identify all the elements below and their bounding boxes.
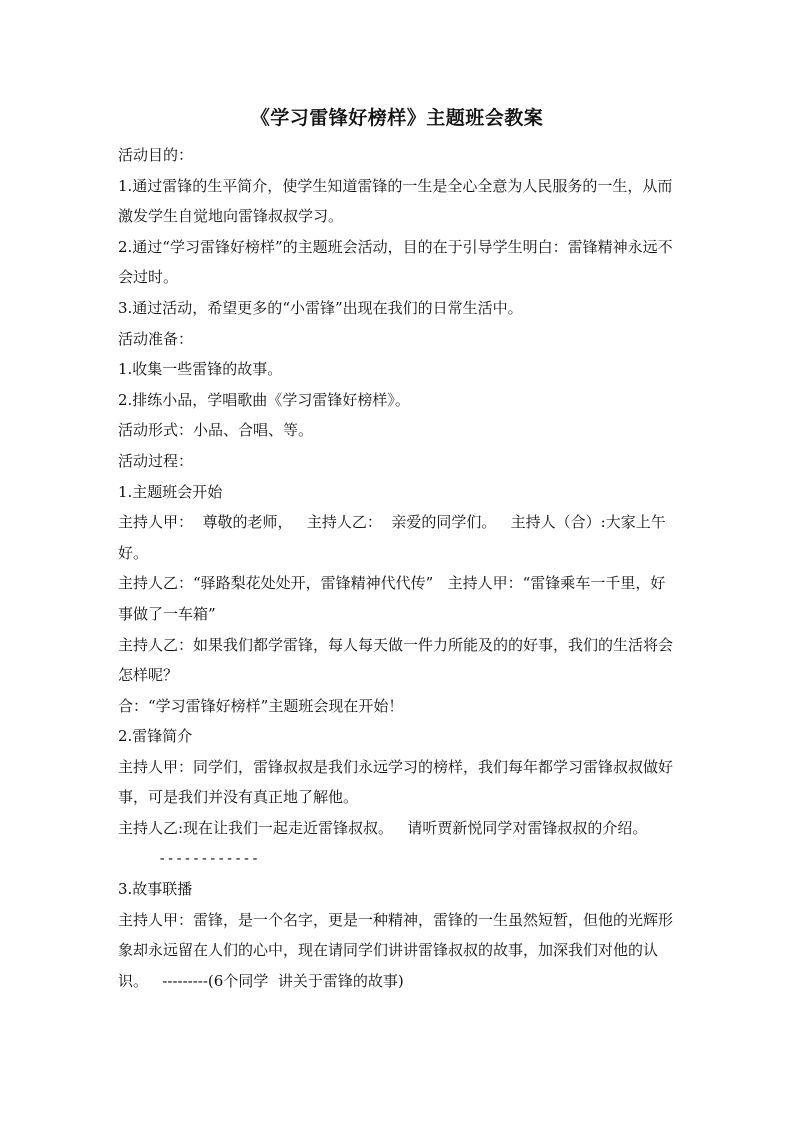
process-step-3-heading: 3.故事联播	[118, 880, 193, 899]
host-dialogue-4: 合：“学习雷锋好榜样”主题班会现在开始！	[118, 696, 404, 715]
host-dialogue-1: 主持人甲： 尊敬的老师， 主持人乙： 亲爱的同学们。 主持人（合）:大家上午好。	[118, 513, 666, 562]
host-dialogue-6: 主持人乙:现在让我们一起走近雷锋叔叔。 请听贾新悦同学对雷锋叔叔的介绍。	[118, 819, 648, 838]
section-heading-process: 活动过程：	[118, 451, 194, 470]
host-dialogue-3: 主持人乙：如果我们都学雷锋，每人每天做一件力所能及的的好事，我们的生活将会怎样呢？	[118, 635, 674, 685]
dash-separator: ------------	[158, 850, 260, 867]
section-heading-purpose: 活动目的：	[118, 146, 194, 164]
document-body	[118, 140, 678, 997]
purpose-item-2: 2.通过“学习雷锋好榜样”的主题班会活动，目的在于引导学生明白：雷锋精神永远不会过时。	[118, 237, 673, 287]
process-step-2-heading: 2.雷锋简介	[118, 727, 193, 746]
document-title: 《学习雷锋好榜样》主题班会教案	[250, 107, 544, 129]
process-step-1-heading: 1.主题班会开始	[118, 482, 223, 501]
purpose-item-3: 3.通过活动，希望更多的“小雷锋”出现在我们的日常生活中。	[118, 298, 523, 317]
preparation-item-1: 1.收集一些雷锋的故事。	[118, 360, 283, 379]
activity-format: 活动形式：小品、合唱、等。	[118, 421, 314, 440]
preparation-item-2: 2.排练小品，学唱歌曲《学习雷锋好榜样》。	[118, 390, 410, 409]
host-dialogue-5: 主持人甲：同学们，雷锋叔叔是我们永远学习的榜样，我们每年都学习雷锋叔叔做好事，可是我们并没有真正地了解他。	[118, 757, 674, 807]
section-heading-preparation: 活动准备：	[118, 329, 194, 348]
host-dialogue-2: 主持人乙：“驿路梨花处处开，雷锋精神代代传” 主持人甲：“雷锋乘车一千里，好事做了一车箱”	[118, 574, 666, 623]
purpose-item-1: 1.通过雷锋的生平简介，使学生知道雷锋的一生是全心全意为人民服务的一生，从而激发学生自觉地向雷锋叔叔学习。	[118, 176, 673, 226]
host-dialogue-7: 主持人甲：雷锋，是一个名字，更是一种精神，雷锋的一生虽然短暂，但他的光辉形象却永远留在人们的心中，现在请同学们讲讲雷锋叔叔的故事，加深我们对他的认识。 ---------(6个同学 讲关于雷锋的故事)	[118, 910, 674, 991]
